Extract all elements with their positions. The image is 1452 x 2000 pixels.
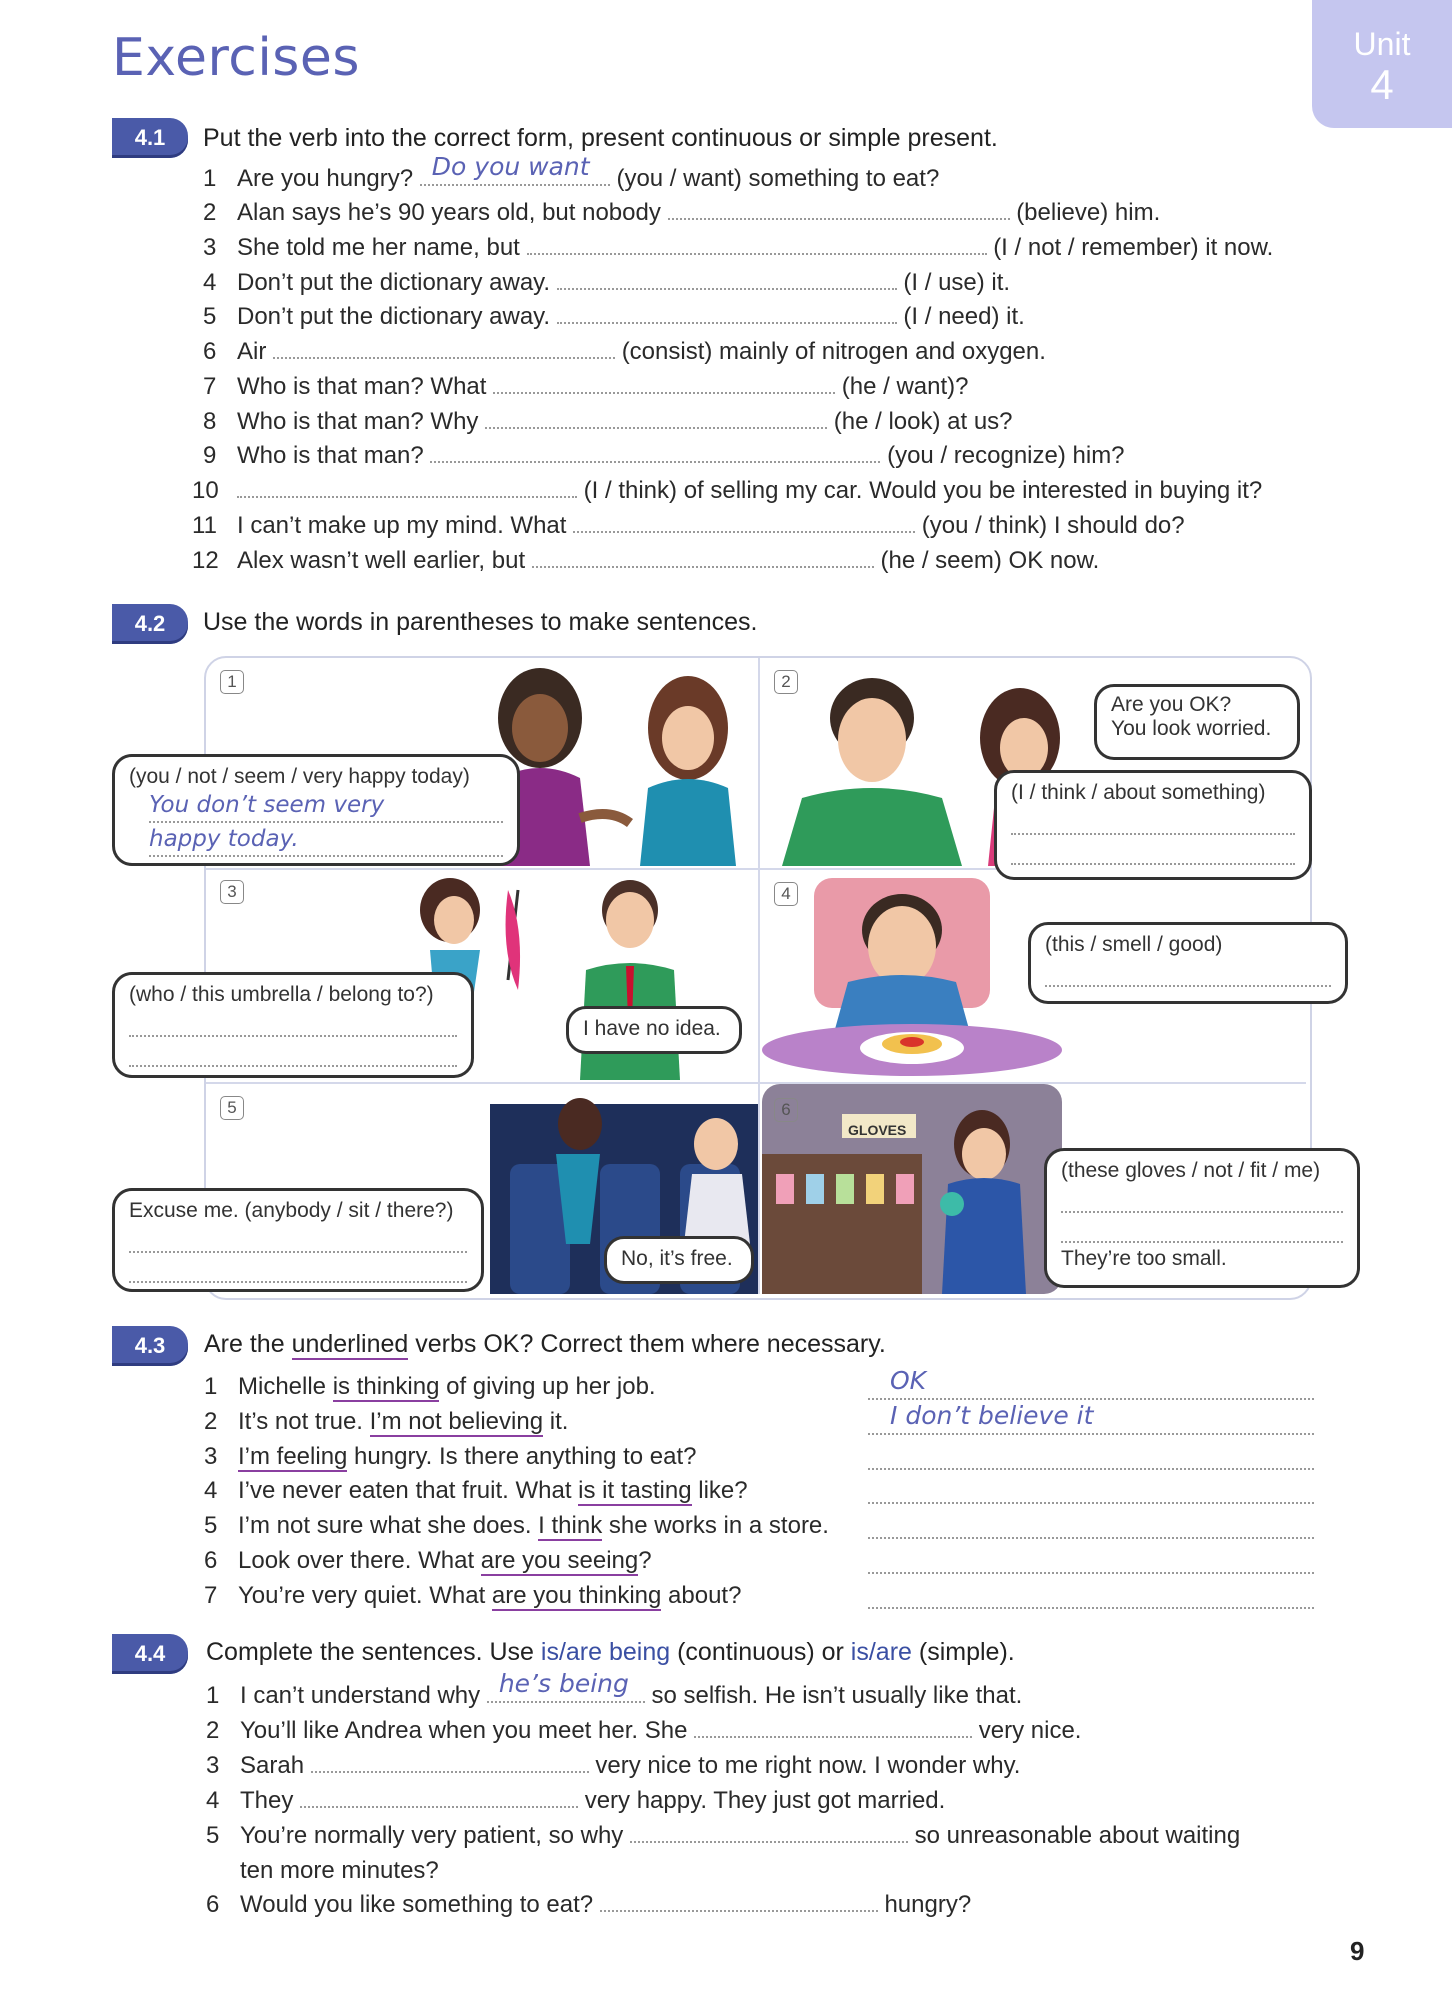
handwritten-answer: I don’t believe it — [890, 1401, 1094, 1430]
unit-label: Unit — [1353, 26, 1411, 62]
panel-number: 3 — [220, 880, 244, 904]
answer-blank[interactable] — [129, 1039, 457, 1067]
panel-number: 4 — [774, 882, 798, 906]
answer-blank[interactable] — [630, 1821, 908, 1843]
exercise-item: 9 Who is that man? (you / recognize) him? — [203, 442, 1125, 469]
page-number: 9 — [1350, 1936, 1365, 1966]
answer-blank[interactable] — [311, 1751, 589, 1773]
answer-blank[interactable] — [557, 268, 897, 290]
answer-blank[interactable] — [237, 476, 577, 498]
panel-number: 5 — [220, 1096, 244, 1120]
answer-blank[interactable] — [868, 1552, 1314, 1574]
answer-blank[interactable] — [129, 1225, 467, 1253]
exercise-item: 3 She told me her name, but (I / not / remember) it now. — [203, 234, 1274, 261]
exercise-item: 1 Are you hungry? Do you want (you / want) something to eat? — [203, 152, 940, 192]
answer-blank[interactable] — [273, 337, 615, 359]
answer-blank[interactable] — [1061, 1185, 1343, 1213]
section-instruction: Use the words in parentheses to make sentences. — [203, 608, 758, 636]
answer-blank[interactable] — [1061, 1215, 1343, 1243]
exercise-item-continued: ten more minutes? — [240, 1857, 439, 1884]
handwritten-answer: Do you want — [431, 152, 590, 181]
section-badge: 4.1 — [112, 118, 188, 158]
bubble-prompt: (these gloves / not / fit / me) — [1061, 1159, 1321, 1182]
answer-blank[interactable] — [868, 1482, 1314, 1504]
exercise-item: 3 I’m feeling hungry. Is there anything to eat? — [204, 1443, 697, 1470]
handwritten-answer: he’s being — [498, 1669, 629, 1698]
bubble-speech: You look worried. — [1111, 717, 1272, 740]
exercise-item: 6 Look over there. What are you seeing? — [204, 1547, 652, 1574]
panel-number: 6 — [774, 1098, 798, 1122]
speech-bubble — [1044, 1148, 1360, 1288]
exercise-item: 8 Who is that man? Why (he / look) at us? — [203, 408, 1013, 435]
answer-blank[interactable] — [1045, 959, 1331, 987]
exercise-item: 2 It’s not true. I’m not believing it. — [204, 1408, 569, 1435]
section-badge: 4.2 — [112, 604, 188, 644]
bubble-prompt: (I / think / about something) — [1011, 781, 1266, 804]
speech-bubble — [566, 1006, 742, 1054]
exercise-item: 1 Michelle is thinking of giving up her job. — [204, 1373, 656, 1400]
exercise-item: 2 Alan says he’s 90 years old, but nobody (believe) him. — [203, 199, 1161, 226]
speech-bubble — [112, 754, 520, 866]
speech-bubble — [112, 1188, 484, 1292]
answer-blank[interactable] — [694, 1716, 972, 1738]
answer-blank[interactable] — [129, 1009, 457, 1037]
answer-blank[interactable] — [868, 1401, 1314, 1435]
exercise-item: 7 Who is that man? What (he / want)? — [203, 373, 969, 400]
page-title: Exercises — [112, 28, 360, 88]
answer-blank[interactable] — [557, 302, 897, 324]
answer-blank[interactable] — [868, 1587, 1314, 1609]
handwritten-answer: You don’t seem very — [149, 789, 503, 823]
exercise-item: 6 Air (consist) mainly of nitrogen and oxygen. — [203, 338, 1046, 365]
answer-blank[interactable] — [573, 511, 915, 533]
section-instruction: Put the verb into the correct form, present continuous or simple present. — [203, 124, 998, 152]
answer-blank[interactable] — [300, 1786, 578, 1808]
gloves-sign: GLOVES — [848, 1122, 907, 1138]
answer-blank[interactable] — [668, 198, 1010, 220]
bubble-reply: They’re too small. — [1061, 1247, 1227, 1270]
answer-blank[interactable] — [430, 441, 880, 463]
speech-bubble — [994, 770, 1312, 880]
section-badge: 4.3 — [112, 1326, 188, 1366]
exercise-item: 4 I’ve never eaten that fruit. What is it tasting like? — [204, 1477, 748, 1504]
bubble-prompt: (who / this umbrella / belong to?) — [129, 983, 434, 1006]
illustration-smelling-food — [762, 870, 1062, 1080]
panel-number: 2 — [774, 670, 798, 694]
section-instruction: Complete the sentences. Use is/are being (continuous) or is/are (simple). — [206, 1638, 1015, 1666]
unit-number: 4 — [1370, 61, 1394, 108]
exercise-item: 6 Would you like something to eat? hungry? — [206, 1891, 972, 1918]
speech-bubble — [112, 972, 474, 1078]
speech-bubble — [1028, 922, 1348, 1004]
answer-blank[interactable] — [600, 1890, 878, 1912]
bubble-prompt: Excuse me. (anybody / sit / there?) — [129, 1199, 454, 1222]
exercise-item: 11 I can’t make up my mind. What (you / think) I should do? — [192, 512, 1185, 539]
section-instruction: Are the underlined verbs OK? Correct them where necessary. — [204, 1330, 886, 1358]
exercise-item: 3 Sarah very nice to me right now. I wonder why. — [206, 1752, 1021, 1779]
answer-blank[interactable] — [868, 1366, 1314, 1400]
section-badge: 4.4 — [112, 1634, 188, 1674]
exercise-item: 7 You’re very quiet. What are you thinking about? — [204, 1582, 742, 1609]
handwritten-answer: OK — [890, 1366, 927, 1395]
exercise-item: 12 Alex wasn’t well earlier, but (he / seem) OK now. — [192, 547, 1100, 574]
exercise-item: 1 I can’t understand why he’s being so selfish. He isn’t usually like that. — [206, 1669, 1023, 1709]
exercise-item: 5 I’m not sure what she does. I think she works in a store. — [204, 1512, 829, 1539]
answer-blank[interactable] — [1011, 837, 1295, 865]
answer-blank[interactable] — [868, 1517, 1314, 1539]
exercise-item: 4 Don’t put the dictionary away. (I / use) it. — [203, 269, 1011, 296]
answer-blank[interactable] — [129, 1255, 467, 1283]
exercise-item: 5 Don’t put the dictionary away. (I / need) it. — [203, 303, 1025, 330]
answer-blank[interactable] — [493, 372, 835, 394]
exercise-item: 4 They very happy. They just got married. — [206, 1787, 946, 1814]
bubble-reply: I have no idea. — [583, 1017, 721, 1040]
speech-bubble — [1094, 684, 1300, 760]
illustration-glove-shop — [762, 1084, 1062, 1294]
bubble-prompt: (this / smell / good) — [1045, 933, 1223, 956]
exercise-item: 2 You’ll like Andrea when you meet her. She very nice. — [206, 1717, 1082, 1744]
panel-number: 1 — [220, 670, 244, 694]
answer-blank[interactable] — [868, 1448, 1314, 1470]
exercise-item: 10 (I / think) of selling my car. Would you be interested in buying it? — [192, 477, 1263, 504]
speech-bubble — [604, 1236, 754, 1284]
bubble-reply: No, it’s free. — [621, 1247, 733, 1270]
answer-blank[interactable] — [1011, 807, 1295, 835]
answer-blank[interactable] — [527, 233, 987, 255]
bubble-prompt: (you / not / seem / very happy today) — [129, 765, 470, 788]
panel-divider — [758, 658, 760, 1294]
answer-blank[interactable] — [532, 546, 874, 568]
handwritten-answer: happy today. — [149, 823, 503, 857]
unit-tab — [1312, 0, 1452, 128]
bubble-speech: Are you OK? — [1111, 693, 1232, 716]
exercise-item: 5 You’re normally very patient, so why so unreasonable about waiting — [206, 1822, 1241, 1849]
answer-blank[interactable] — [485, 407, 827, 429]
